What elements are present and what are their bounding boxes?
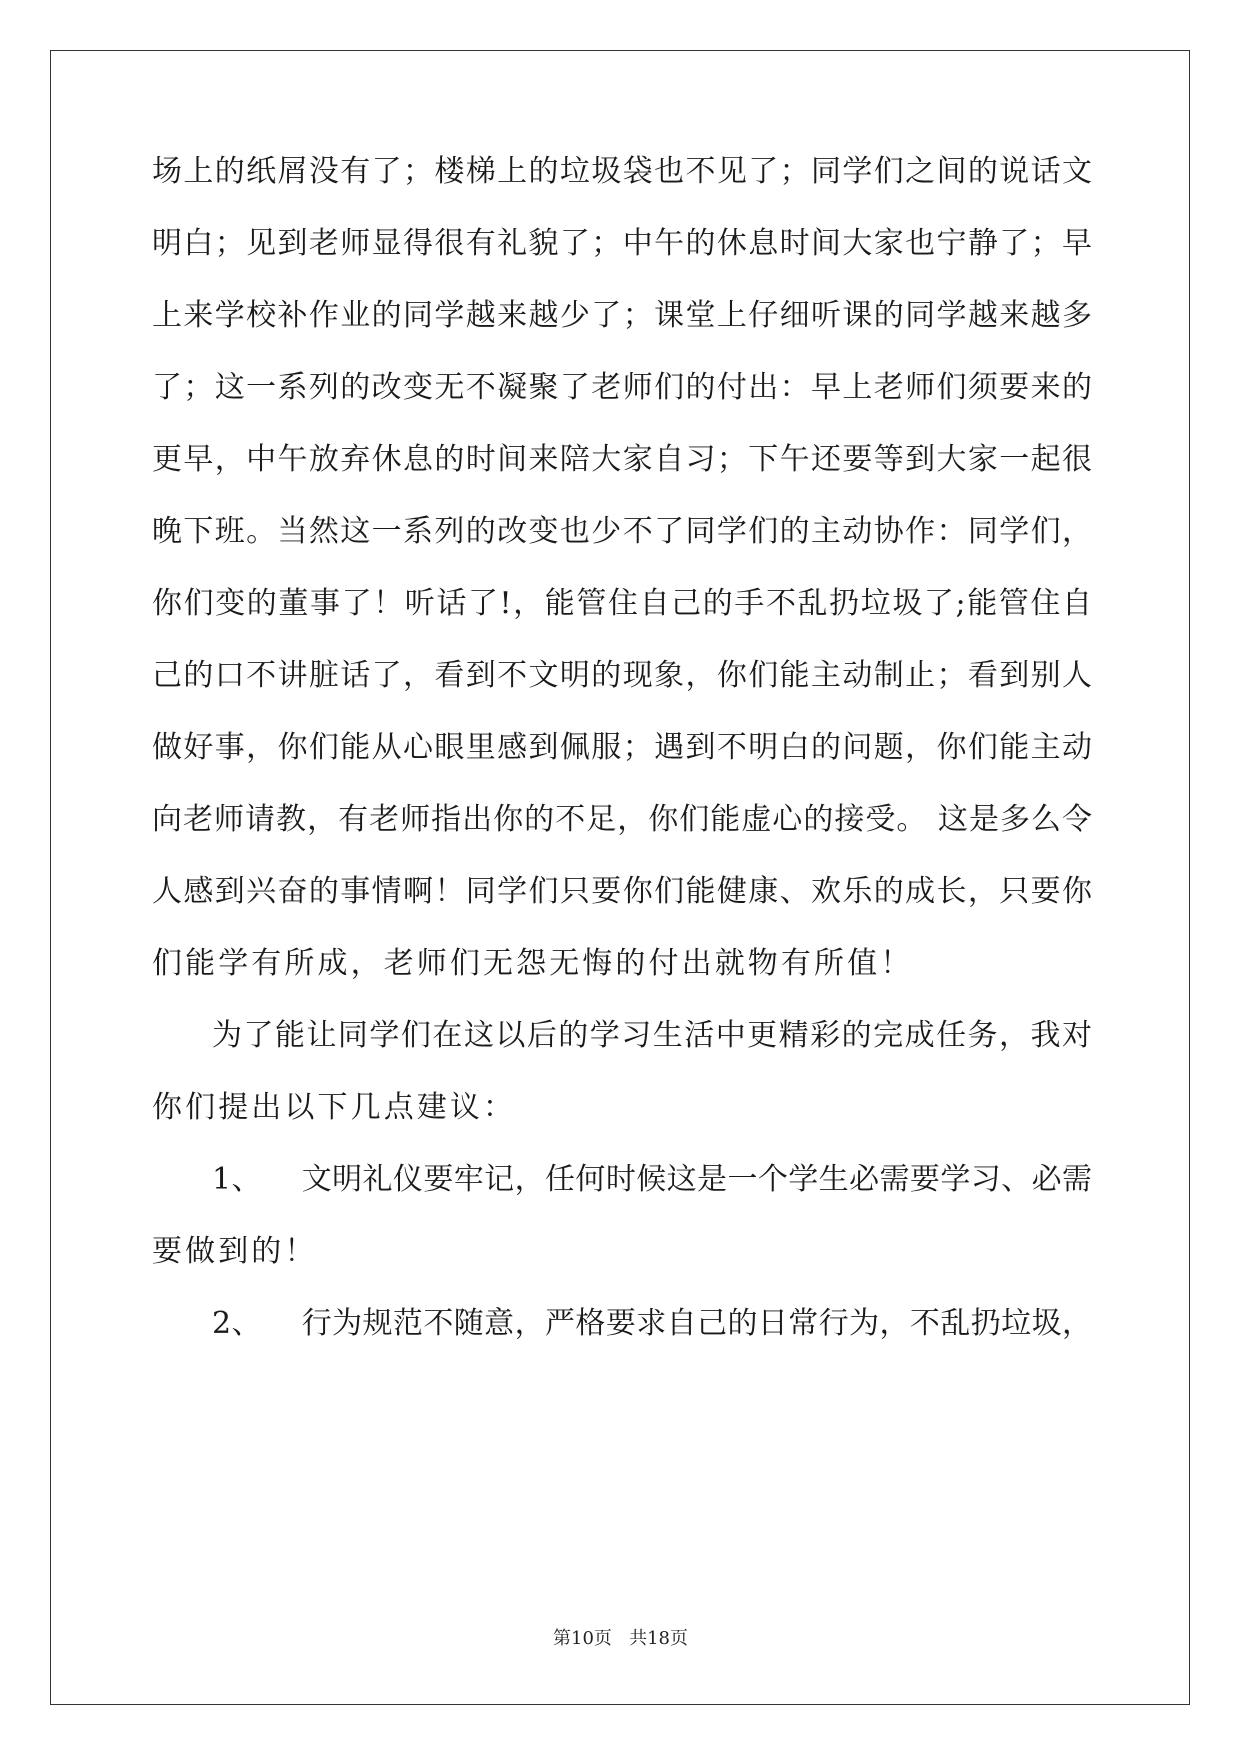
- body-line-12: 们能学有所成，老师们无怨无悔的付出就物有所值！: [152, 946, 914, 981]
- list-item-1-cont: 要做到的！: [152, 1234, 318, 1269]
- body-line-9: 做好事，你们能从心眼里感到佩服；遇到不明白的问题，你们能主动: [152, 730, 1092, 765]
- body-line-13: 为了能让同学们在这以后的学习生活中更精彩的完成任务，我对: [212, 1018, 1092, 1053]
- body-line-6: 晚下班。当然这一系列的改变也少不了同学们的主动协作：同学们，: [152, 514, 1092, 549]
- body-line-11: 人感到兴奋的事情啊！同学们只要你们能健康、欢乐的成长，只要你: [152, 874, 1092, 909]
- page-footer: [0, 1627, 1241, 1651]
- body-line-5: 更早，中午放弃休息的时间来陪大家自习；下午还要等到大家一起很: [152, 442, 1092, 477]
- list-item-2: 2、 行为规范不随意，严格要求自己的日常行为，不乱扔垃圾，: [212, 1306, 1092, 1341]
- body-line-3: 上来学校补作业的同学越来越少了；课堂上仔细听课的同学越来越多: [152, 298, 1092, 333]
- body-line-1: 场上的纸屑没有了；楼梯上的垃圾袋也不见了；同学们之间的说话文: [152, 154, 1092, 189]
- list-item-1: 1、 文明礼仪要牢记，任何时候这是一个学生必需要学习、必需: [212, 1162, 1092, 1197]
- body-line-8: 己的口不讲脏话了，看到不文明的现象，你们能主动制止；看到别人: [152, 658, 1092, 693]
- body-line-7: 你们变的董事了！听话了!，能管住自己的手不乱扔垃圾了;能管住自: [152, 586, 1092, 621]
- page-total: 共18页: [629, 1628, 688, 1649]
- body-line-10: 向老师请教，有老师指出你的不足，你们能虚心的接受。 这是多么令: [152, 802, 1092, 837]
- body-line-2: 明白；见到老师显得很有礼貌了；中午的休息时间大家也宁静了；早: [152, 226, 1092, 261]
- body-line-4: 了；这一系列的改变无不凝聚了老师们的付出：早上老师们须要来的: [152, 370, 1092, 405]
- body-line-14: 你们提出以下几点建议：: [152, 1090, 517, 1125]
- page-number: 第10页: [553, 1628, 612, 1649]
